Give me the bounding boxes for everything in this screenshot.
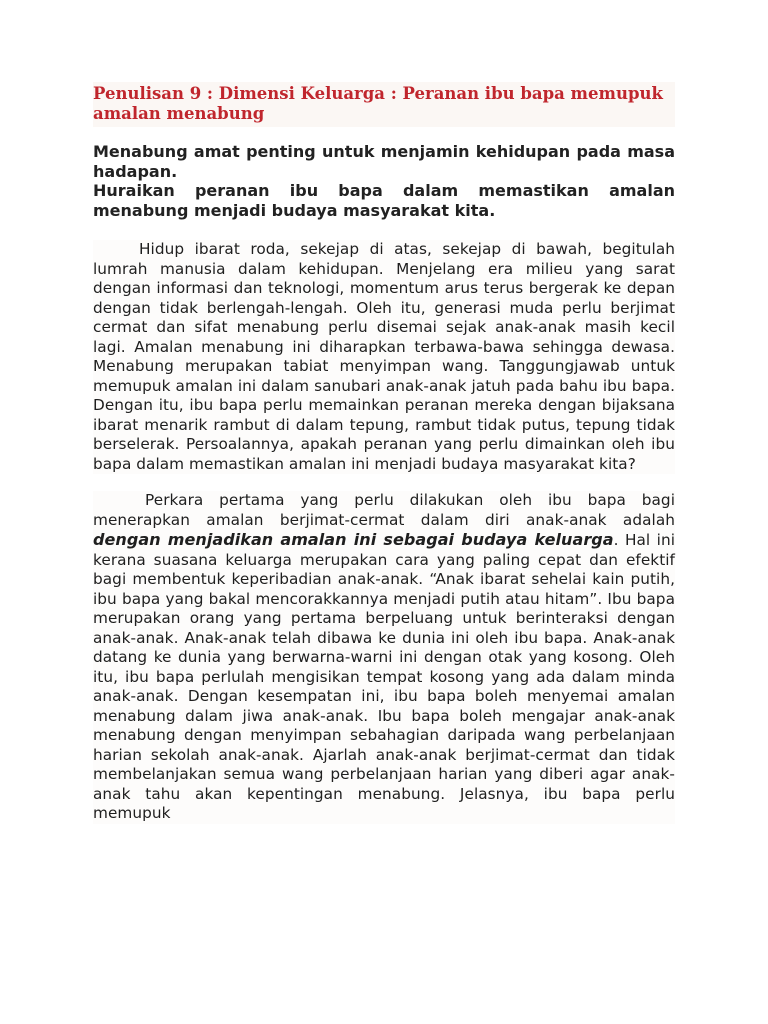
question-prompt: Huraikan peranan ibu bapa dalam memastikan amalan menabung menjadi budaya masyarakat kita. (93, 181, 675, 220)
question-statement: Menabung amat penting untuk menjamin kehidupan pada masa hadapan. (93, 142, 675, 181)
paragraph-first-point-emphasis: dengan menjadikan amalan ini sebagai budaya keluarga (93, 530, 614, 550)
document-title: Penulisan 9 : Dimensi Keluarga : Peranan ibu bapa memupuk amalan menabung (93, 82, 675, 127)
paragraph-introduction: Hidup ibarat roda, sekejap di atas, sekejap di bawah, begitulah lumrah manusia dalam kehidupan. Menjelang era milieu yang sarat dengan informasi dan teknologi, momentum arus terus bergerak ke depan dengan tidak berlengah-lengah. Oleh itu, generasi muda perlu berjimat cermat dan sifat menabung perlu disemai sejak anak-anak masih kecil lagi. Amalan menabung ini diharapkan terbawa-bawa sehingga dewasa. Menabung merupakan tabiat menyimpan wang. Tanggungjawab untuk memupuk amalan ini dalam sanubari anak-anak jatuh pada bahu ibu bapa. Dengan itu, ibu bapa perlu memainkan peranan mereka dengan bijaksana ibarat menarik rambut di dalam tepung, rambut tidak putus, tepung tidak berselerak. Persoalannya, apakah peranan yang perlu dimainkan oleh ibu bapa dalam memastikan amalan ini menjadi budaya masyarakat kita? (93, 240, 675, 473)
paragraph-first-point-body: . Hal ini kerana suasana keluarga merupakan cara yang paling cepat dan efektif bagi membentuk keperibadian anak-anak. “Anak ibarat sehelai kain putih, ibu bapa yang bakal mencorakkannya menjadi putih atau hitam”. Ibu bapa merupakan orang yang pertama berpeluang untuk berinteraksi dengan anak-anak. Anak-anak telah dibawa ke dunia ini oleh ibu bapa. Anak-anak datang ke dunia yang berwarna-warni ini dengan otak yang kosong. Oleh itu, ibu bapa perlulah mengisikan tempat kosong yang ada dalam minda anak-anak. Dengan kesempatan ini, ibu bapa boleh menyemai amalan menabung dalam jiwa anak-anak. Ibu bapa boleh mengajar anak-anak menabung dengan menyimpan sebahagian daripada wang perbelanjaan harian sekolah anak-anak. Ajarlah anak-anak berjimat-cermat dan tidak membelanjakan semua wang perbelanjaan harian yang diberi agar anak-anak tahu akan kepentingan menabung. Jelasnya, ibu bapa perlu memupuk (93, 531, 675, 823)
paragraph-first-point (93, 491, 675, 824)
paragraph-first-point-intro: Perkara pertama yang perlu dilakukan oleh ibu bapa bagi menerapkan amalan berjimat-cermat dalam diri anak-anak adalah (93, 491, 675, 529)
document-page (93, 82, 675, 824)
essay-question (93, 142, 675, 220)
